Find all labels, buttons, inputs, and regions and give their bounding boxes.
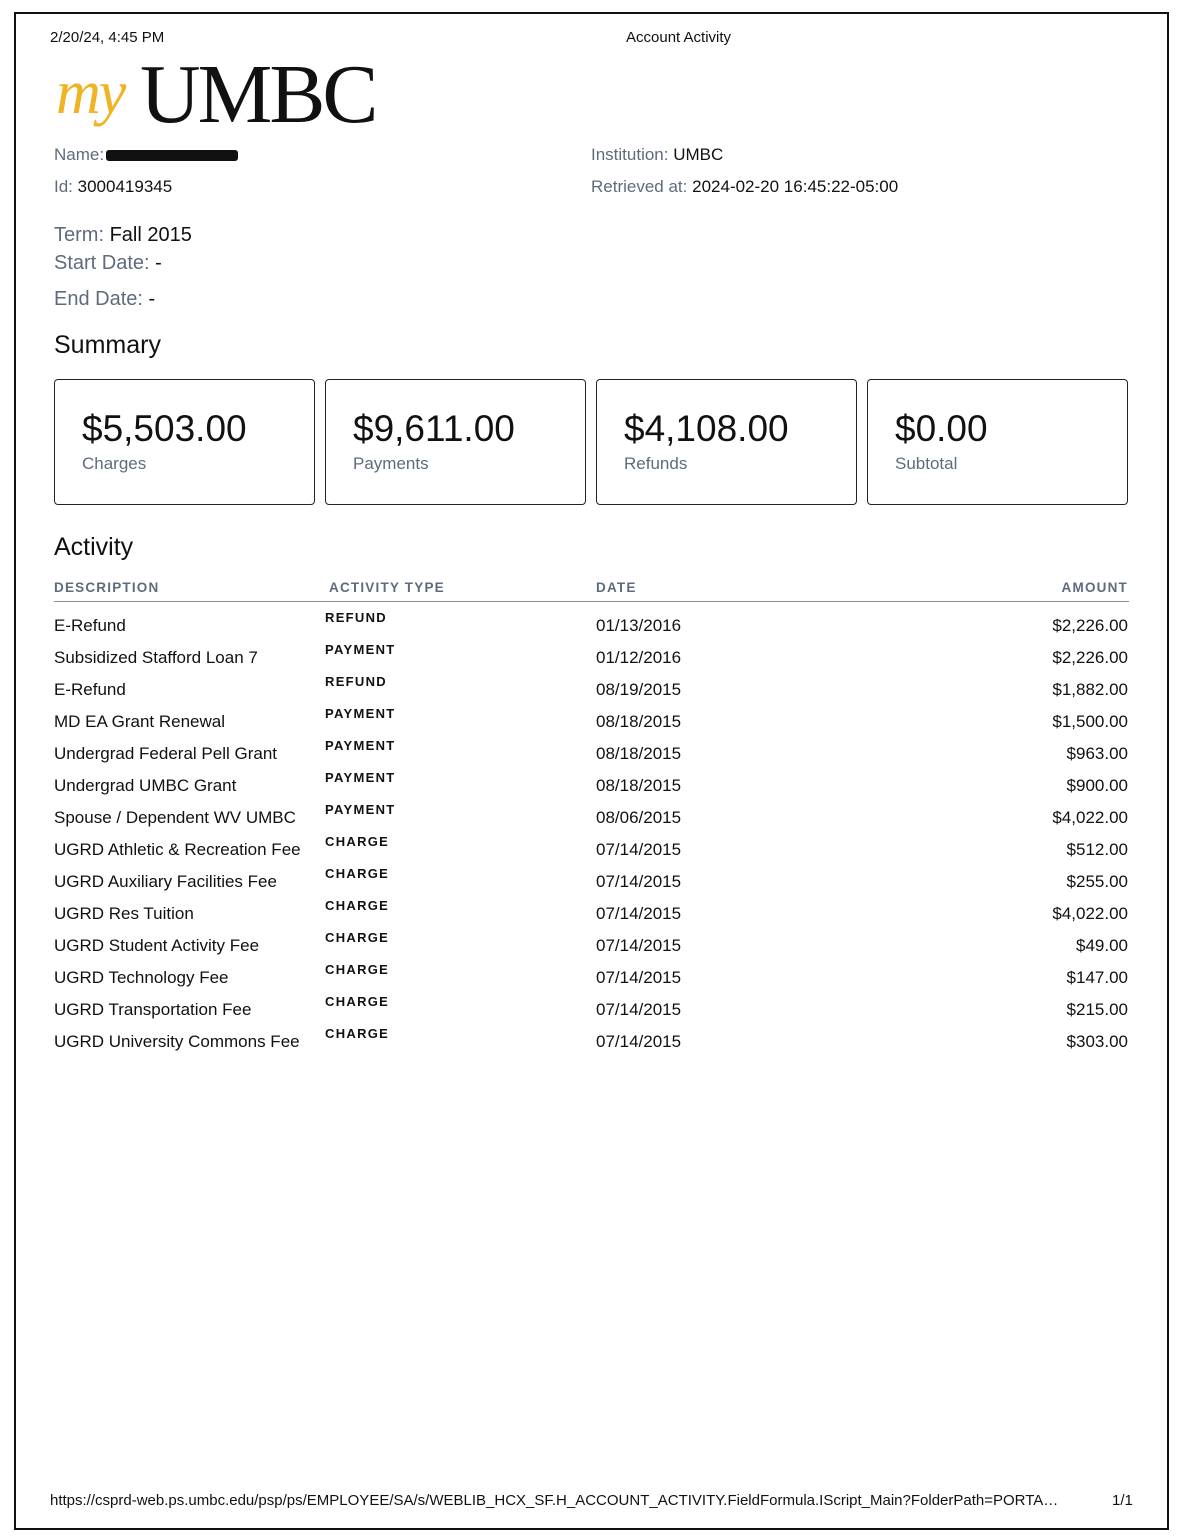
- row-amount: $963.00: [1066, 744, 1128, 763]
- row-activity-type: CHARGE: [325, 930, 390, 945]
- institution-label: Institution:: [591, 145, 669, 164]
- row-activity-type: PAYMENT: [325, 802, 396, 817]
- id-label: Id:: [54, 177, 73, 196]
- row-activity-type: CHARGE: [325, 834, 390, 849]
- table-row: [0, 994, 1183, 1032]
- row-amount: $4,022.00: [1052, 808, 1128, 827]
- student-name: [54, 145, 238, 165]
- term: [54, 224, 192, 247]
- row-date: 08/18/2015: [596, 776, 682, 795]
- row-date: 07/14/2015: [596, 1032, 682, 1051]
- row-amount: $2,226.00: [1052, 616, 1128, 635]
- row-amount: $512.00: [1066, 840, 1128, 859]
- row-date: 01/13/2016: [596, 616, 682, 635]
- activity-title: Activity: [54, 533, 134, 561]
- column-header-description: DESCRIPTION: [54, 580, 160, 595]
- row-activity-type: PAYMENT: [325, 738, 396, 753]
- table-row: [0, 802, 1183, 840]
- logo-umbc-text: UMBC: [140, 48, 376, 141]
- table-row: [0, 674, 1183, 712]
- table-row: [0, 770, 1183, 808]
- row-amount: $255.00: [1066, 872, 1128, 891]
- row-date: 07/14/2015: [596, 1000, 682, 1019]
- summary-card-charges: [54, 379, 315, 505]
- card-value: $9,611.00: [353, 408, 515, 449]
- row-description: UGRD Athletic & Recreation Fee: [54, 840, 301, 859]
- start-date: [54, 252, 162, 275]
- retrieved-label: Retrieved at:: [591, 177, 688, 196]
- footer-url: https://csprd-web.ps.umbc.edu/psp/ps/EMPLOYEE/SA/s/WEBLIB_HCX_SF.H_ACCOUNT_ACTIVITY.FieldFormula.IScript_Main?FolderPath=PORTA…: [50, 1492, 1059, 1509]
- column-header-date: DATE: [596, 580, 637, 595]
- id-value: 3000419345: [77, 177, 173, 196]
- row-date: 07/14/2015: [596, 936, 682, 955]
- row-description: UGRD Transportation Fee: [54, 1000, 252, 1019]
- row-activity-type: PAYMENT: [325, 770, 396, 785]
- table-row: [0, 706, 1183, 744]
- row-date: 07/14/2015: [596, 872, 682, 891]
- row-activity-type: CHARGE: [325, 866, 390, 881]
- row-amount: $900.00: [1066, 776, 1128, 795]
- row-date: 08/18/2015: [596, 712, 682, 731]
- row-description: Undergrad Federal Pell Grant: [54, 744, 278, 763]
- row-amount: $2,226.00: [1052, 648, 1128, 667]
- print-datetime: 2/20/24, 4:45 PM: [50, 29, 165, 46]
- student-id: [54, 177, 172, 197]
- table-row: [0, 898, 1183, 936]
- row-amount: $49.00: [1076, 936, 1128, 955]
- row-activity-type: REFUND: [325, 610, 387, 625]
- table-row: [0, 834, 1183, 872]
- row-description: Undergrad UMBC Grant: [54, 776, 237, 795]
- summary-card-payments: [325, 379, 586, 505]
- summary-card-subtotal: [867, 379, 1128, 505]
- term-value: Fall 2015: [109, 224, 192, 246]
- row-description: UGRD Technology Fee: [54, 968, 229, 987]
- table-row: [0, 1026, 1183, 1064]
- card-label: Payments: [353, 454, 429, 473]
- myumbc-logo: [56, 48, 396, 141]
- institution-value: UMBC: [673, 145, 724, 164]
- card-value: $0.00: [895, 408, 988, 449]
- row-description: Subsidized Stafford Loan 7: [54, 648, 258, 667]
- row-activity-type: CHARGE: [325, 962, 390, 977]
- column-header-activity-type: ACTIVITY TYPE: [329, 580, 445, 595]
- footer-page-number: 1/1: [1112, 1492, 1133, 1509]
- card-label: Charges: [82, 454, 147, 473]
- row-description: UGRD Student Activity Fee: [54, 936, 260, 955]
- row-activity-type: CHARGE: [325, 898, 390, 913]
- card-value: $5,503.00: [82, 408, 247, 449]
- card-value: $4,108.00: [624, 408, 789, 449]
- table-row: [0, 930, 1183, 968]
- row-activity-type: PAYMENT: [325, 642, 396, 657]
- row-description: UGRD Auxiliary Facilities Fee: [54, 872, 277, 891]
- card-label: Refunds: [624, 454, 688, 473]
- table-row: [0, 610, 1183, 648]
- term-label: Term:: [54, 224, 104, 246]
- row-date: 08/19/2015: [596, 680, 682, 699]
- retrieved-at: [591, 177, 898, 197]
- row-amount: $1,500.00: [1052, 712, 1128, 731]
- row-amount: $1,882.00: [1052, 680, 1128, 699]
- row-description: MD EA Grant Renewal: [54, 712, 226, 731]
- summary-title: Summary: [54, 331, 161, 359]
- table-row: [0, 642, 1183, 680]
- summary-card-refunds: [596, 379, 857, 505]
- row-activity-type: CHARGE: [325, 994, 390, 1009]
- end-date-label: End Date:: [54, 288, 143, 310]
- row-description: UGRD University Commons Fee: [54, 1032, 300, 1051]
- row-description: E-Refund: [54, 680, 126, 699]
- name-label: Name:: [54, 145, 105, 164]
- print-title: Account Activity: [626, 29, 732, 46]
- card-label: Subtotal: [895, 454, 958, 473]
- start-date-label: Start Date:: [54, 252, 150, 274]
- row-amount: $4,022.00: [1052, 904, 1128, 923]
- row-amount: $147.00: [1066, 968, 1128, 987]
- row-date: 08/06/2015: [596, 808, 682, 827]
- row-date: 07/14/2015: [596, 968, 682, 987]
- start-date-value: -: [155, 252, 162, 274]
- row-date: 01/12/2016: [596, 648, 682, 667]
- row-description: UGRD Res Tuition: [54, 904, 194, 923]
- row-description: E-Refund: [54, 616, 126, 635]
- table-row: [0, 738, 1183, 776]
- row-date: 07/14/2015: [596, 840, 682, 859]
- end-date-value: -: [148, 288, 156, 310]
- end-date: [54, 288, 155, 311]
- row-amount: $215.00: [1066, 1000, 1128, 1019]
- row-activity-type: CHARGE: [325, 1026, 390, 1041]
- retrieved-value: 2024-02-20 16:45:22-05:00: [692, 177, 899, 196]
- name-redaction: [106, 150, 238, 161]
- column-header-amount: AMOUNT: [1061, 580, 1128, 595]
- row-amount: $303.00: [1066, 1032, 1128, 1051]
- row-description: Spouse / Dependent WV UMBC: [54, 808, 296, 827]
- header-divider: [54, 601, 1129, 602]
- table-row: [0, 866, 1183, 904]
- institution: [591, 145, 723, 165]
- row-activity-type: REFUND: [325, 674, 387, 689]
- row-activity-type: PAYMENT: [325, 706, 396, 721]
- logo-my-text: my: [56, 59, 125, 127]
- row-date: 07/14/2015: [596, 904, 682, 923]
- table-row: [0, 962, 1183, 1000]
- row-date: 08/18/2015: [596, 744, 682, 763]
